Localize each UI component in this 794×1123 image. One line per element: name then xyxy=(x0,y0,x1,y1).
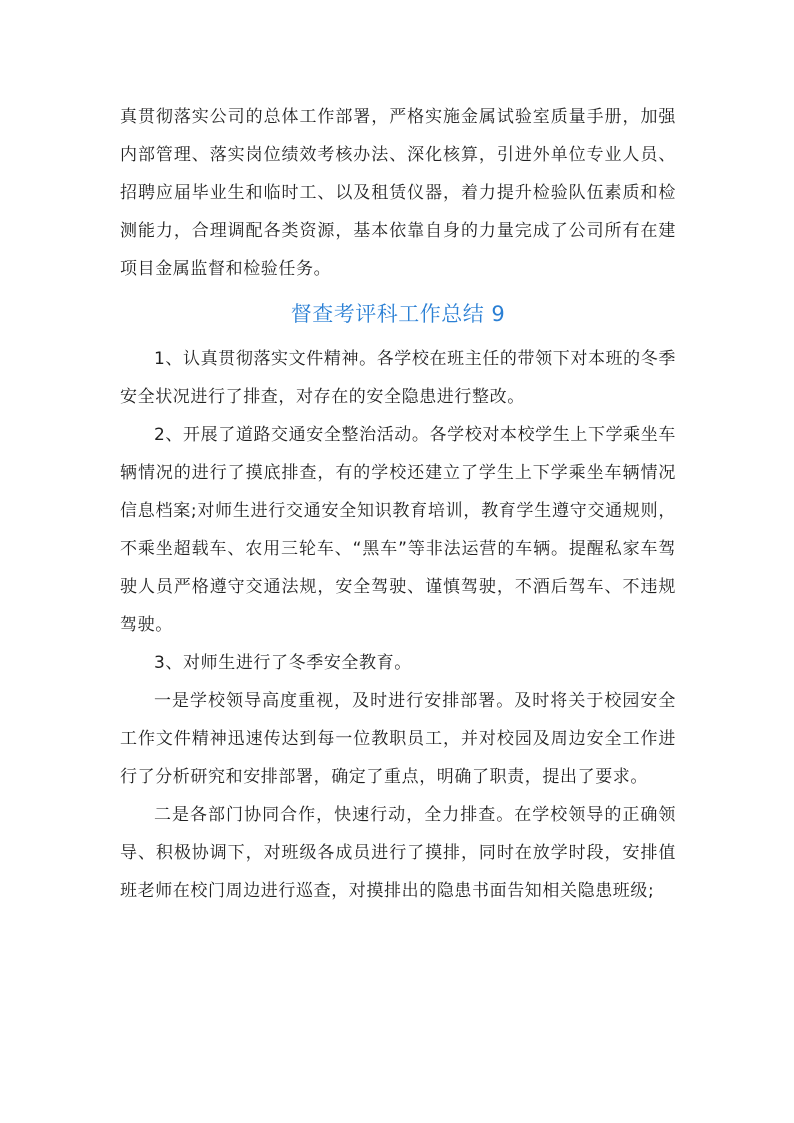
paragraph-1: 1、认真贯彻落实文件精神。各学校在班主任的带领下对本班的冬季安全状况进行了排查，对存在的安全隐患进行整改。 xyxy=(120,349,676,407)
section-title: 督查考评科工作总结 9 xyxy=(290,302,506,326)
paragraph-2: 2、开展了道路交通安全整治活动。各学校对本校学生上下学乘坐车辆情况的进行了摸底排查，有的学校还建立了学生上下学乘坐车辆情况信息档案;对师生进行交通安全知识教育培训，教育学生遵守交通规则，不乘坐超载车、农用三轮车、“黑车”等非法运营的车辆。提醒私家车驾驶人员严格遵守交通法规，安全驾驶、谨慎驾驶，不酒后驾车、不违规驾驶。 xyxy=(120,425,676,635)
intro-paragraph: 真贯彻落实公司的总体工作部署，严格实施金属试验室质量手册，加强内部管理、落实岗位绩效考核办法、深化核算，引进外单位专业人员、招聘应届毕业生和临时工、以及租赁仪器，着力提升检验队伍素质和检测能力，合理调配各类资源，基本依靠自身的力量完成了公司所有在建项目金属监督和检验任务。 xyxy=(120,107,676,279)
document-page xyxy=(120,98,676,910)
paragraph-3: 3、对师生进行了冬季安全教育。 xyxy=(154,653,412,673)
paragraph-5: 二是各部门协同合作，快速行动，全力排查。在学校领导的正确领导、积极协调下，对班级各成员进行了摸排，同时在放学时段，安排值班老师在校门周边进行巡查，对摸排出的隐患书面告知相关隐患班级; xyxy=(120,805,676,901)
paragraph-4: 一是学校领导高度重视，及时进行安排部署。及时将关于校园安全工作文件精神迅速传达到每一位教职员工，并对校园及周边安全工作进行了分析研究和安排部署，确定了重点，明确了职责，提出了要求。 xyxy=(120,691,676,787)
